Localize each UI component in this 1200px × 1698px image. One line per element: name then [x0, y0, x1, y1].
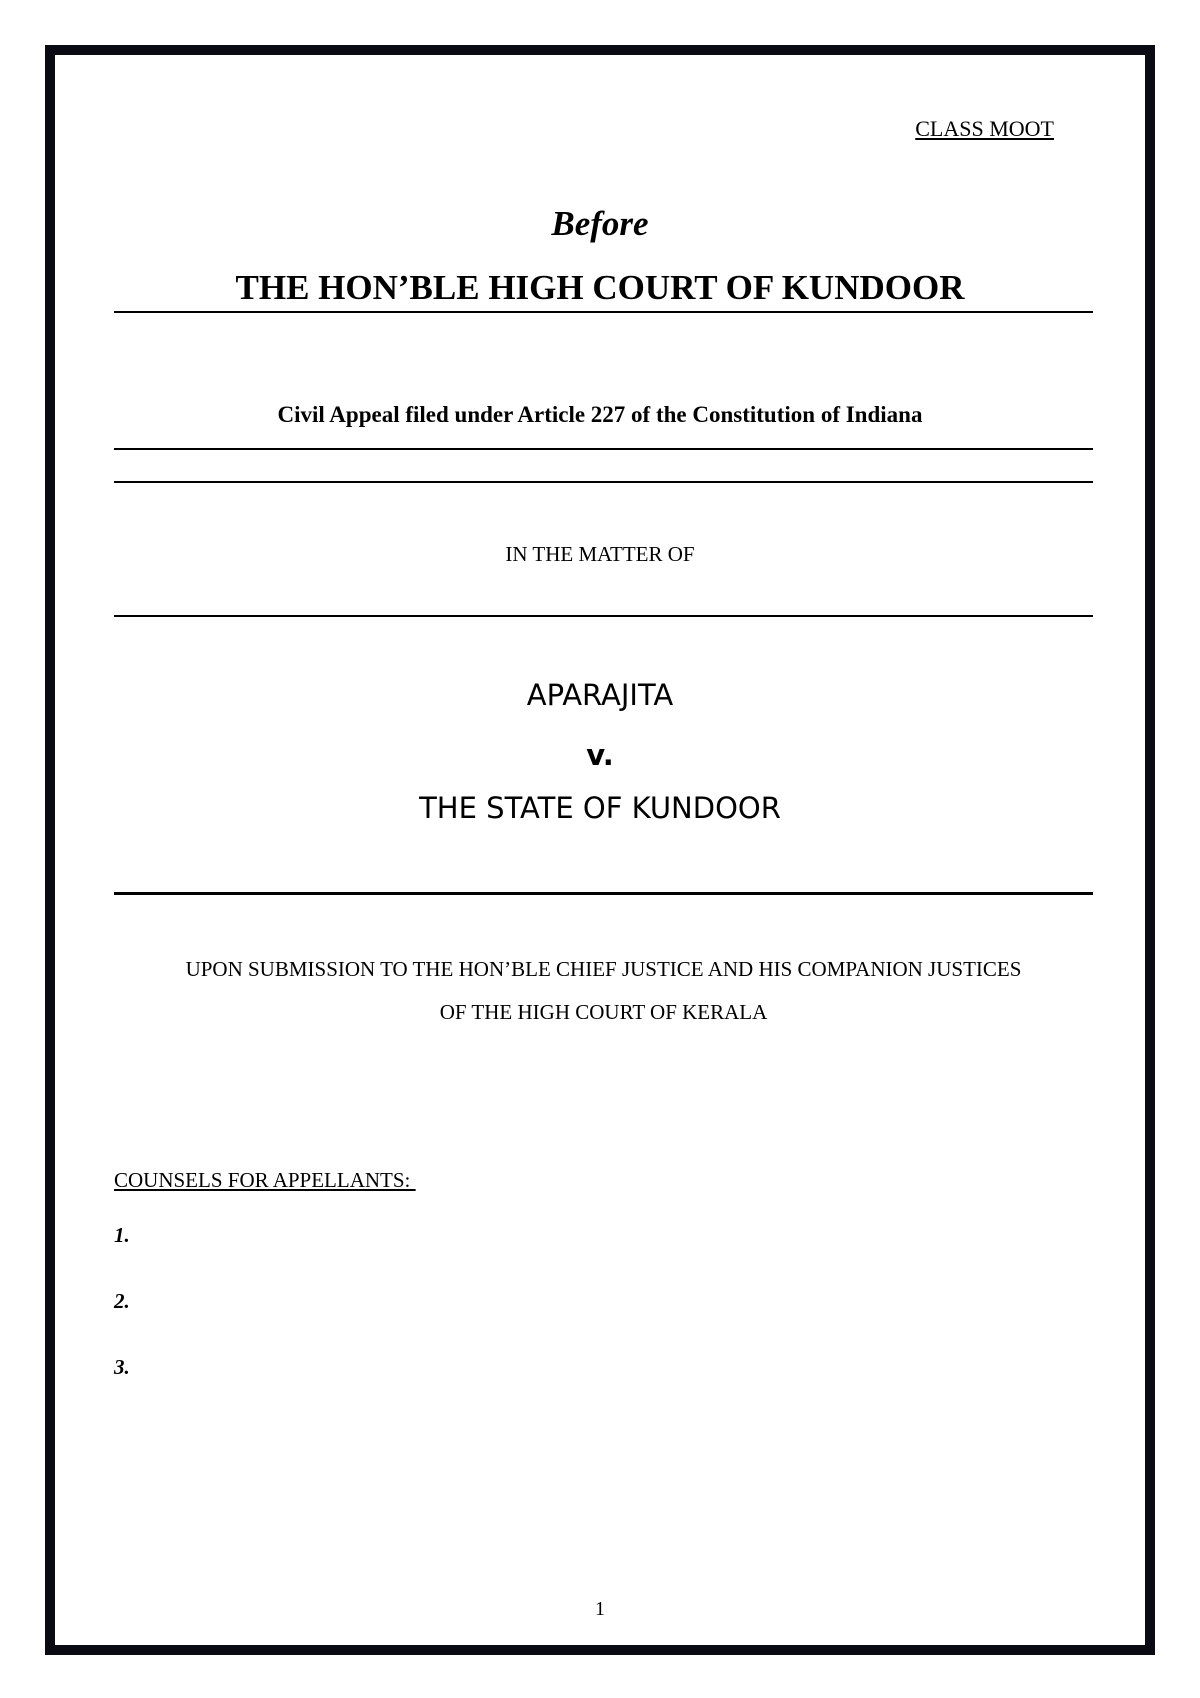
- court-title: THE HON’BLE HIGH COURT OF KUNDOOR: [235, 268, 965, 307]
- versus-label: v.: [586, 738, 614, 772]
- before-heading: Before: [551, 204, 649, 243]
- divider: [114, 448, 1093, 450]
- submission-line: UPON SUBMISSION TO THE HON’BLE CHIEF JUSTICE AND HIS COMPANION JUSTICES: [185, 957, 1022, 981]
- respondent-name: THE STATE OF KUNDOOR: [419, 791, 781, 825]
- divider: [114, 615, 1093, 617]
- submission-line: OF THE HIGH COURT OF KERALA: [439, 1000, 768, 1024]
- counsel-item: 3.: [114, 1355, 130, 1379]
- divider: [114, 481, 1093, 483]
- page-number: 1: [595, 1598, 605, 1620]
- divider: [114, 892, 1093, 895]
- counsel-item: 2.: [114, 1289, 130, 1313]
- counsels-heading: COUNSELS FOR APPELLANTS:: [114, 1168, 416, 1192]
- counsel-item: 1.: [114, 1223, 130, 1247]
- matter-heading: IN THE MATTER OF: [505, 542, 695, 566]
- submission-text: [114, 948, 1093, 1034]
- appellant-name: APARAJITA: [526, 678, 674, 712]
- appeal-description: Civil Appeal filed under Article 227 of the Constitution of Indiana: [277, 402, 923, 427]
- class-moot-label: CLASS MOOT: [915, 116, 1054, 141]
- divider: [114, 311, 1093, 313]
